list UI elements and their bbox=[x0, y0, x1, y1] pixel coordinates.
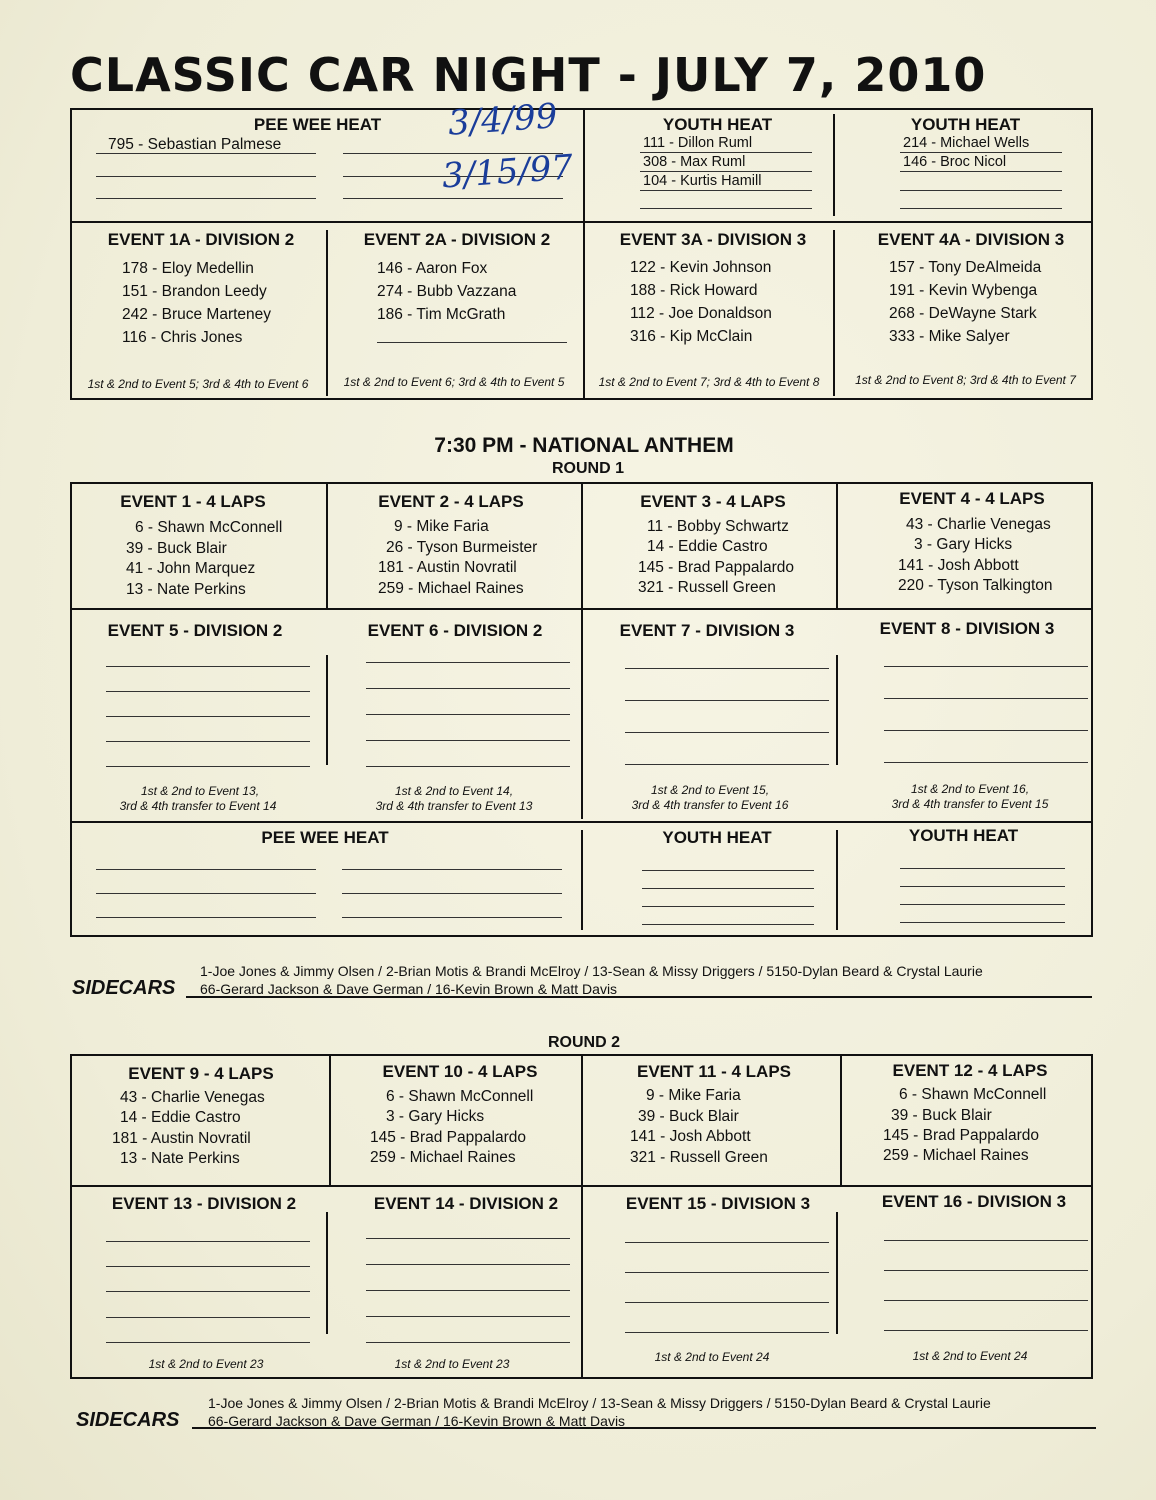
blank-line bbox=[900, 152, 1062, 153]
event-12-entry: 259 - Michael Raines bbox=[883, 1147, 1029, 1164]
blank-line bbox=[342, 917, 562, 918]
event-2-entry: 26 - Tyson Burmeister bbox=[386, 539, 538, 556]
event-3-entry: 11 - Bobby Schwartz bbox=[647, 518, 789, 535]
blank-line bbox=[366, 688, 570, 689]
event-3-entry: 321 - Russell Green bbox=[638, 579, 776, 596]
blank-line bbox=[96, 893, 316, 894]
blank-line bbox=[625, 1242, 829, 1243]
blank-line bbox=[900, 208, 1062, 209]
event-1a-header: EVENT 1A - DIVISION 2 bbox=[107, 230, 295, 249]
blank-line bbox=[106, 1241, 310, 1242]
event-5-header: EVENT 5 - DIVISION 2 bbox=[107, 621, 283, 640]
blank-line bbox=[625, 1332, 829, 1333]
blank-line bbox=[625, 1272, 829, 1273]
event-12-entry: 6 - Shawn McConnell bbox=[899, 1086, 1047, 1103]
event-1a-note: 1st & 2nd to Event 5; 3rd & 4th to Event 6 bbox=[87, 377, 309, 391]
blank-line bbox=[96, 917, 316, 918]
event-9-entry: 13 - Nate Perkins bbox=[120, 1150, 240, 1167]
event-9-entry: 14 - Eddie Castro bbox=[120, 1109, 241, 1126]
event-4-entry: 141 - Josh Abbott bbox=[898, 557, 1019, 574]
blank-line bbox=[106, 1291, 310, 1292]
event-10-entry: 259 - Michael Raines bbox=[370, 1149, 516, 1166]
event-1-header: EVENT 1 - 4 LAPS bbox=[120, 492, 266, 511]
event-9-header: EVENT 9 - 4 LAPS bbox=[128, 1064, 274, 1083]
pee-wee-entry: 795 - Sebastian Palmese bbox=[108, 136, 282, 153]
youth-heat-entry: 214 - Michael Wells bbox=[903, 135, 1030, 151]
event-6-note: 1st & 2nd to Event 14, bbox=[394, 784, 514, 798]
youth-heat-header: YOUTH HEAT bbox=[662, 115, 773, 134]
youth-heat-header: YOUTH HEAT bbox=[910, 115, 1021, 134]
divider bbox=[836, 1212, 838, 1334]
event-8-note: 3rd & 4th transfer to Event 15 bbox=[891, 797, 1049, 811]
event-1a-entry: 178 - Eloy Medellin bbox=[122, 260, 254, 277]
divider bbox=[840, 1056, 842, 1185]
blank-line bbox=[342, 893, 562, 894]
event-5-note: 3rd & 4th transfer to Event 14 bbox=[119, 799, 277, 813]
sidecars-label: SIDECARS bbox=[76, 1409, 180, 1431]
event-1-entry: 13 - Nate Perkins bbox=[126, 581, 246, 598]
blank-line bbox=[377, 342, 567, 343]
event-4-entry: 3 - Gary Hicks bbox=[914, 536, 1013, 553]
divider bbox=[70, 221, 1093, 223]
blank-line bbox=[96, 153, 316, 154]
blank-line bbox=[900, 886, 1065, 887]
event-2a-header: EVENT 2A - DIVISION 2 bbox=[363, 230, 551, 249]
event-1-entry: 41 - John Marquez bbox=[126, 560, 256, 577]
blank-line bbox=[106, 1266, 310, 1267]
handwritten-date-2: 3/15/97 bbox=[440, 147, 575, 197]
divider bbox=[326, 655, 328, 765]
blank-line bbox=[106, 1317, 310, 1318]
event-1a-entry: 242 - Bruce Marteney bbox=[122, 306, 272, 323]
event-4-header: EVENT 4 - 4 LAPS bbox=[899, 489, 1045, 508]
event-2a-note: 1st & 2nd to Event 6; 3rd & 4th to Event 5 bbox=[343, 375, 565, 389]
event-8-note: 1st & 2nd to Event 16, bbox=[910, 782, 1030, 796]
blank-line bbox=[342, 869, 562, 870]
event-7-note: 3rd & 4th transfer to Event 16 bbox=[631, 798, 789, 812]
event-11-entry: 39 - Buck Blair bbox=[638, 1108, 739, 1125]
sidecars-line-1: 1-Joe Jones & Jimmy Olsen / 2-Brian Motis & Brandi McElroy / 13-Sean & Missy Driggers / 5150-Dylan Beard & Crystal Laurie bbox=[200, 963, 983, 979]
pee-wee-heat-header: PEE WEE HEAT bbox=[253, 115, 382, 134]
blank-line bbox=[900, 868, 1065, 869]
event-14-note: 1st & 2nd to Event 23 bbox=[394, 1357, 510, 1371]
blank-line bbox=[900, 190, 1062, 191]
page-title: CLASSIC CAR NIGHT - JULY 7, 2010 bbox=[70, 48, 987, 102]
divider bbox=[581, 1056, 583, 1377]
blank-line bbox=[640, 152, 812, 153]
blank-line bbox=[366, 1316, 570, 1317]
event-6-header: EVENT 6 - DIVISION 2 bbox=[367, 621, 543, 640]
event-4a-entry: 191 - Kevin Wybenga bbox=[889, 282, 1038, 299]
event-9-entry: 181 - Austin Novratil bbox=[112, 1130, 251, 1147]
blank-line bbox=[625, 700, 829, 701]
divider bbox=[833, 114, 835, 216]
divider bbox=[326, 484, 328, 608]
event-11-entry: 9 - Mike Faria bbox=[646, 1087, 741, 1104]
blank-line bbox=[366, 740, 570, 741]
event-3-entry: 145 - Brad Pappalardo bbox=[638, 559, 794, 576]
sidecars-line-1: 1-Joe Jones & Jimmy Olsen / 2-Brian Motis & Brandi McElroy / 13-Sean & Missy Driggers / 5150-Dylan Beard & Crystal Laurie bbox=[208, 1395, 991, 1411]
event-12-header: EVENT 12 - 4 LAPS bbox=[892, 1061, 1048, 1080]
event-2a-entry: 186 - Tim McGrath bbox=[377, 306, 506, 323]
event-2-header: EVENT 2 - 4 LAPS bbox=[378, 492, 524, 511]
event-10-entry: 145 - Brad Pappalardo bbox=[370, 1129, 526, 1146]
blank-line bbox=[884, 730, 1088, 731]
divider bbox=[836, 830, 838, 930]
blank-line bbox=[642, 924, 814, 925]
youth-heat-entry: 308 - Max Ruml bbox=[643, 154, 746, 170]
event-14-header: EVENT 14 - DIVISION 2 bbox=[373, 1194, 559, 1213]
blank-line bbox=[625, 1302, 829, 1303]
blank-line bbox=[900, 171, 1062, 172]
blank-line bbox=[884, 1240, 1088, 1241]
event-3-header: EVENT 3 - 4 LAPS bbox=[640, 492, 786, 511]
event-1-entry: 6 - Shawn McConnell bbox=[135, 519, 283, 536]
event-2-entry: 9 - Mike Faria bbox=[394, 518, 489, 535]
round-1-label: ROUND 1 bbox=[551, 460, 624, 477]
event-16-header: EVENT 16 - DIVISION 3 bbox=[881, 1192, 1067, 1211]
sidecars-line-2: 66-Gerard Jackson & Dave German / 16-Kevin Brown & Matt Davis bbox=[200, 981, 618, 997]
blank-line bbox=[642, 888, 814, 889]
blank-line bbox=[366, 662, 570, 663]
event-12-entry: 145 - Brad Pappalardo bbox=[883, 1127, 1039, 1144]
youth-heat-header: YOUTH HEAT bbox=[908, 826, 1019, 845]
blank-line bbox=[884, 1270, 1088, 1271]
event-3a-entry: 188 - Rick Howard bbox=[630, 282, 758, 299]
blank-line bbox=[625, 764, 829, 765]
handwritten-date-1: 3/4/99 bbox=[446, 96, 559, 144]
event-4a-entry: 333 - Mike Salyer bbox=[889, 328, 1010, 345]
blank-line bbox=[640, 171, 812, 172]
youth-heat-entry: 146 - Broc Nicol bbox=[903, 154, 1007, 170]
event-4-entry: 220 - Tyson Talkington bbox=[898, 577, 1053, 594]
divider bbox=[583, 110, 585, 398]
event-7-note: 1st & 2nd to Event 15, bbox=[650, 783, 770, 797]
blank-line bbox=[366, 1290, 570, 1291]
blank-line bbox=[343, 198, 563, 199]
divider bbox=[581, 484, 583, 819]
event-2-entry: 181 - Austin Novratil bbox=[378, 559, 517, 576]
pee-wee-heat-header: PEE WEE HEAT bbox=[261, 828, 389, 847]
blank-line bbox=[884, 1300, 1088, 1301]
event-10-entry: 6 - Shawn McConnell bbox=[386, 1088, 534, 1105]
round-2-label: ROUND 2 bbox=[547, 1034, 620, 1051]
event-3-entry: 14 - Eddie Castro bbox=[647, 538, 768, 555]
blank-line bbox=[900, 904, 1065, 905]
event-15-note: 1st & 2nd to Event 24 bbox=[654, 1350, 770, 1364]
event-11-header: EVENT 11 - 4 LAPS bbox=[637, 1062, 791, 1081]
event-1-entry: 39 - Buck Blair bbox=[126, 540, 227, 557]
event-10-header: EVENT 10 - 4 LAPS bbox=[382, 1062, 538, 1081]
blank-line bbox=[106, 691, 310, 692]
event-12-entry: 39 - Buck Blair bbox=[891, 1107, 992, 1124]
event-13-header: EVENT 13 - DIVISION 2 bbox=[111, 1194, 297, 1213]
blank-line bbox=[106, 741, 310, 742]
blank-line bbox=[106, 716, 310, 717]
event-1a-entry: 151 - Brandon Leedy bbox=[122, 283, 267, 300]
event-7-header: EVENT 7 - DIVISION 3 bbox=[619, 621, 795, 640]
blank-line bbox=[366, 1264, 570, 1265]
blank-line bbox=[106, 1342, 310, 1343]
blank-line bbox=[96, 198, 316, 199]
blank-line bbox=[96, 176, 316, 177]
blank-line bbox=[900, 922, 1065, 923]
divider bbox=[836, 655, 838, 765]
event-9-entry: 43 - Charlie Venegas bbox=[120, 1089, 265, 1106]
divider bbox=[326, 230, 328, 396]
divider bbox=[836, 484, 838, 608]
event-4-entry: 43 - Charlie Venegas bbox=[906, 516, 1051, 533]
event-8-header: EVENT 8 - DIVISION 3 bbox=[879, 619, 1055, 638]
blank-line bbox=[642, 906, 814, 907]
event-13-note: 1st & 2nd to Event 23 bbox=[148, 1357, 264, 1371]
blank-line bbox=[884, 762, 1088, 763]
blank-line bbox=[106, 666, 310, 667]
event-2a-entry: 146 - Aaron Fox bbox=[377, 260, 488, 277]
blank-line bbox=[625, 668, 829, 669]
event-3a-entry: 122 - Kevin Johnson bbox=[630, 259, 772, 276]
sidecars-line-2: 66-Gerard Jackson & Dave German / 16-Kevin Brown & Matt Davis bbox=[208, 1413, 626, 1429]
youth-heat-entry: 104 - Kurtis Hamill bbox=[643, 173, 762, 189]
event-3a-entry: 112 - Joe Donaldson bbox=[630, 305, 772, 322]
national-anthem: 7:30 PM - NATIONAL ANTHEM bbox=[434, 434, 734, 457]
event-4a-entry: 268 - DeWayne Stark bbox=[889, 305, 1037, 322]
divider bbox=[70, 821, 1093, 823]
blank-line bbox=[640, 190, 812, 191]
blank-line bbox=[884, 666, 1088, 667]
blank-line bbox=[96, 869, 316, 870]
event-11-entry: 321 - Russell Green bbox=[630, 1149, 768, 1166]
underline bbox=[186, 996, 1092, 998]
event-1a-entry: 116 - Chris Jones bbox=[122, 329, 243, 346]
blank-line bbox=[366, 1238, 570, 1239]
youth-heat-header: YOUTH HEAT bbox=[662, 828, 772, 847]
event-15-header: EVENT 15 - DIVISION 3 bbox=[625, 1194, 811, 1213]
youth-heat-entry: 111 - Dillon Ruml bbox=[643, 135, 753, 151]
event-4a-header: EVENT 4A - DIVISION 3 bbox=[877, 230, 1065, 249]
divider bbox=[833, 230, 835, 396]
event-3a-entry: 316 - Kip McClain bbox=[630, 328, 753, 345]
event-4a-note: 1st & 2nd to Event 8; 3rd & 4th to Event 7 bbox=[855, 373, 1076, 387]
blank-line bbox=[106, 766, 310, 767]
divider bbox=[581, 830, 583, 930]
underline bbox=[192, 1427, 1096, 1429]
event-6-note: 3rd & 4th transfer to Event 13 bbox=[375, 799, 533, 813]
blank-line bbox=[884, 698, 1088, 699]
event-11-entry: 141 - Josh Abbott bbox=[630, 1128, 751, 1145]
blank-line bbox=[625, 732, 829, 733]
blank-line bbox=[884, 1330, 1088, 1331]
event-3a-note: 1st & 2nd to Event 7; 3rd & 4th to Event 8 bbox=[598, 375, 820, 389]
divider bbox=[329, 1056, 331, 1185]
blank-line bbox=[366, 1342, 570, 1343]
blank-line bbox=[366, 766, 570, 767]
blank-line bbox=[642, 870, 814, 871]
event-5-note: 1st & 2nd to Event 13, bbox=[140, 784, 260, 798]
event-2-entry: 259 - Michael Raines bbox=[378, 580, 524, 597]
sidecars-label: SIDECARS bbox=[72, 977, 176, 999]
blank-line bbox=[640, 208, 812, 209]
event-3a-header: EVENT 3A - DIVISION 3 bbox=[619, 230, 807, 249]
event-10-entry: 3 - Gary Hicks bbox=[386, 1108, 485, 1125]
event-16-note: 1st & 2nd to Event 24 bbox=[912, 1349, 1028, 1363]
event-2a-entry: 274 - Bubb Vazzana bbox=[377, 283, 517, 300]
divider bbox=[326, 1212, 328, 1334]
blank-line bbox=[366, 714, 570, 715]
event-4a-entry: 157 - Tony DeAlmeida bbox=[889, 259, 1042, 276]
